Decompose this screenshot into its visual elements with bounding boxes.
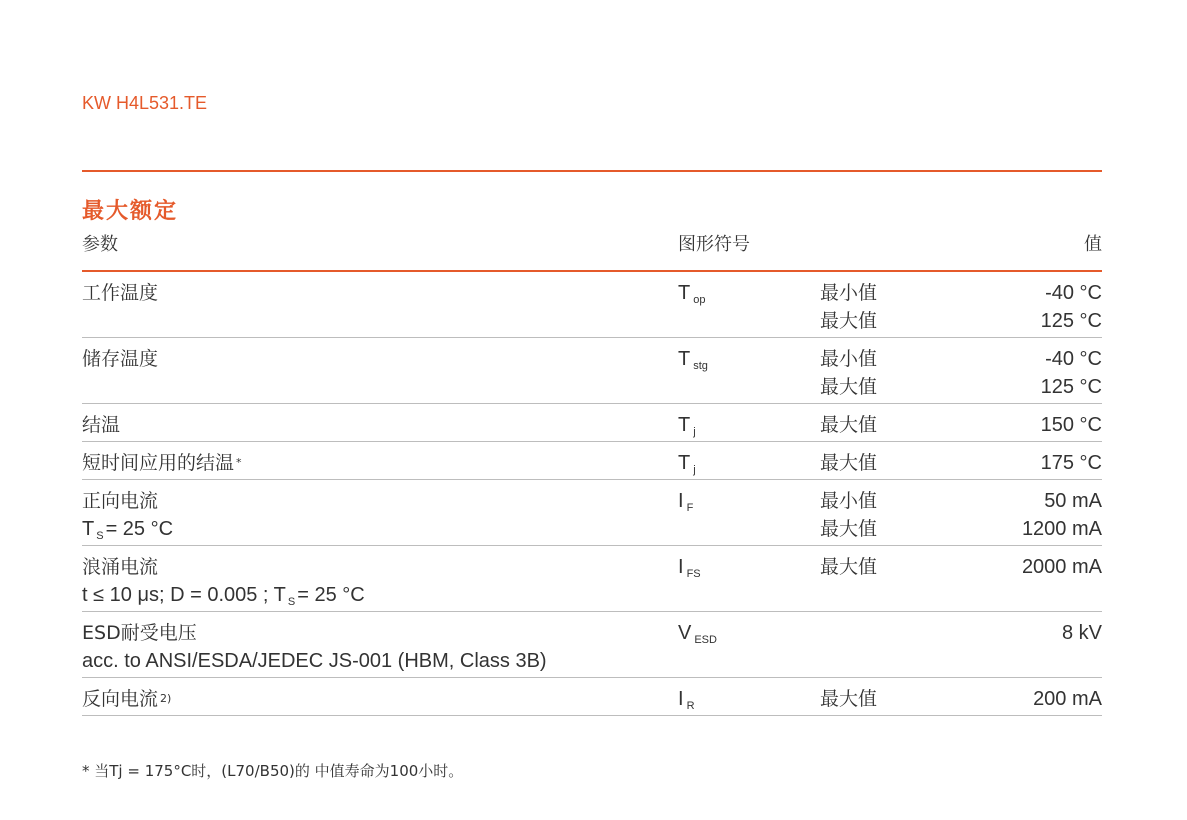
limit-label-cell — [820, 685, 877, 713]
param-text: 反向电流 — [82, 688, 159, 710]
section-title: 最大额定 — [82, 199, 179, 224]
product-code: KW H4L531.TE — [82, 93, 208, 113]
limit-label: 最大值 — [820, 452, 878, 474]
top-divider — [82, 170, 1102, 172]
symbol-cell: T $_j$ — [678, 414, 696, 438]
value-cell — [1041, 449, 1102, 477]
param-name — [82, 449, 242, 477]
limit-label: 最小值 — [820, 490, 878, 512]
rating-value: 50 mA — [1044, 490, 1102, 512]
rating-value: 175 °C — [1040, 452, 1102, 474]
symbol-cell: T $_j$ — [678, 452, 696, 476]
table-row — [82, 480, 1102, 546]
param-footnote-marker: * — [236, 456, 242, 469]
limit-label: 最大值 — [820, 688, 878, 710]
param-name — [82, 619, 547, 647]
symbol-cell: I $_{FS}$ — [678, 556, 701, 580]
symbol-cell: V $_{ESD}$ — [678, 622, 717, 646]
value-cell — [1022, 553, 1102, 581]
limit-label: 最大值 — [820, 414, 878, 436]
column-header-value: 值 — [1084, 234, 1102, 255]
rating-value: -40 °C — [1045, 348, 1102, 370]
rating-value: 2000 mA — [1021, 556, 1102, 578]
param-text: 储存温度 — [82, 348, 159, 370]
value-cell — [1033, 685, 1102, 713]
symbol-cell: I $_R$ — [678, 688, 695, 712]
param-cell — [82, 553, 365, 609]
param-text: 短时间应用的结温 — [82, 452, 235, 474]
rating-value: 150 °C — [1040, 414, 1102, 436]
limit-label-cell — [820, 411, 877, 439]
column-header-symbol: 图形符号 — [678, 234, 750, 255]
table-row — [82, 404, 1102, 442]
symbol-cell: T $_{stg}$ — [678, 348, 708, 372]
value-cell — [1041, 411, 1102, 439]
limit-label: 最小值 — [820, 348, 878, 370]
table-row — [82, 272, 1102, 338]
param-cell — [82, 279, 158, 307]
param-condition: T $_S$ = 25 °C — [82, 518, 174, 542]
limit-label-cell — [820, 553, 877, 581]
limit-label-cell — [820, 487, 877, 543]
param-name — [82, 487, 173, 515]
rating-value: 200 mA — [1033, 688, 1102, 710]
value-cell — [1041, 345, 1102, 401]
param-cell — [82, 487, 173, 543]
limit-label-cell — [820, 449, 877, 477]
limit-label: 最大值 — [820, 556, 878, 578]
param-cell — [82, 685, 171, 713]
limit-label-cell — [820, 279, 877, 335]
column-header-param: 参数 — [82, 234, 118, 255]
rating-value: 125 °C — [1040, 310, 1102, 332]
limit-label: 最大值 — [820, 310, 878, 332]
param-name — [82, 279, 158, 307]
param-condition: acc. to ANSI/ESDA/JEDEC JS-001 (HBM, Class 3B) — [82, 650, 547, 672]
param-condition: t ≤ 10 μs; D = 0.005 ; T $_S$ = 25 °C — [82, 584, 365, 608]
limit-label: 最大值 — [820, 518, 878, 540]
param-footnote-marker: 2) — [160, 692, 172, 705]
table-row — [82, 442, 1102, 480]
param-text: 正向电流 — [82, 490, 159, 512]
symbol-cell: T $_{op}$ — [678, 282, 706, 306]
param-name — [82, 553, 365, 581]
footnote: * 当Tj = 175°C时，(L70/B50)的 中值寿命为100小时。 — [82, 762, 464, 780]
param-name — [82, 345, 158, 373]
value-cell — [1022, 487, 1102, 543]
param-text: 结温 — [82, 414, 121, 436]
limit-label: 最小值 — [820, 282, 878, 304]
rating-value: 1200 mA — [1021, 518, 1102, 540]
rating-value: 125 °C — [1040, 376, 1102, 398]
limit-label-cell — [820, 345, 877, 401]
param-name — [82, 685, 171, 713]
table-row — [82, 338, 1102, 404]
param-cell — [82, 411, 120, 439]
param-text: 浪涌电流 — [82, 556, 159, 578]
param-cell — [82, 619, 547, 675]
table-row — [82, 546, 1102, 612]
value-cell — [1062, 619, 1102, 647]
table-row — [82, 612, 1102, 678]
ratings-table — [82, 272, 1102, 716]
table-row — [82, 678, 1102, 716]
param-cell — [82, 345, 158, 373]
param-text: 工作温度 — [82, 282, 159, 304]
symbol-cell: I $_F$ — [678, 490, 694, 514]
rating-value: 8 kV — [1061, 622, 1102, 644]
param-text: ESD耐受电压 — [82, 622, 197, 644]
limit-label: 最大值 — [820, 376, 878, 398]
value-cell — [1041, 279, 1102, 335]
param-name — [82, 411, 120, 439]
rating-value: -40 °C — [1045, 282, 1102, 304]
param-cell — [82, 449, 242, 477]
